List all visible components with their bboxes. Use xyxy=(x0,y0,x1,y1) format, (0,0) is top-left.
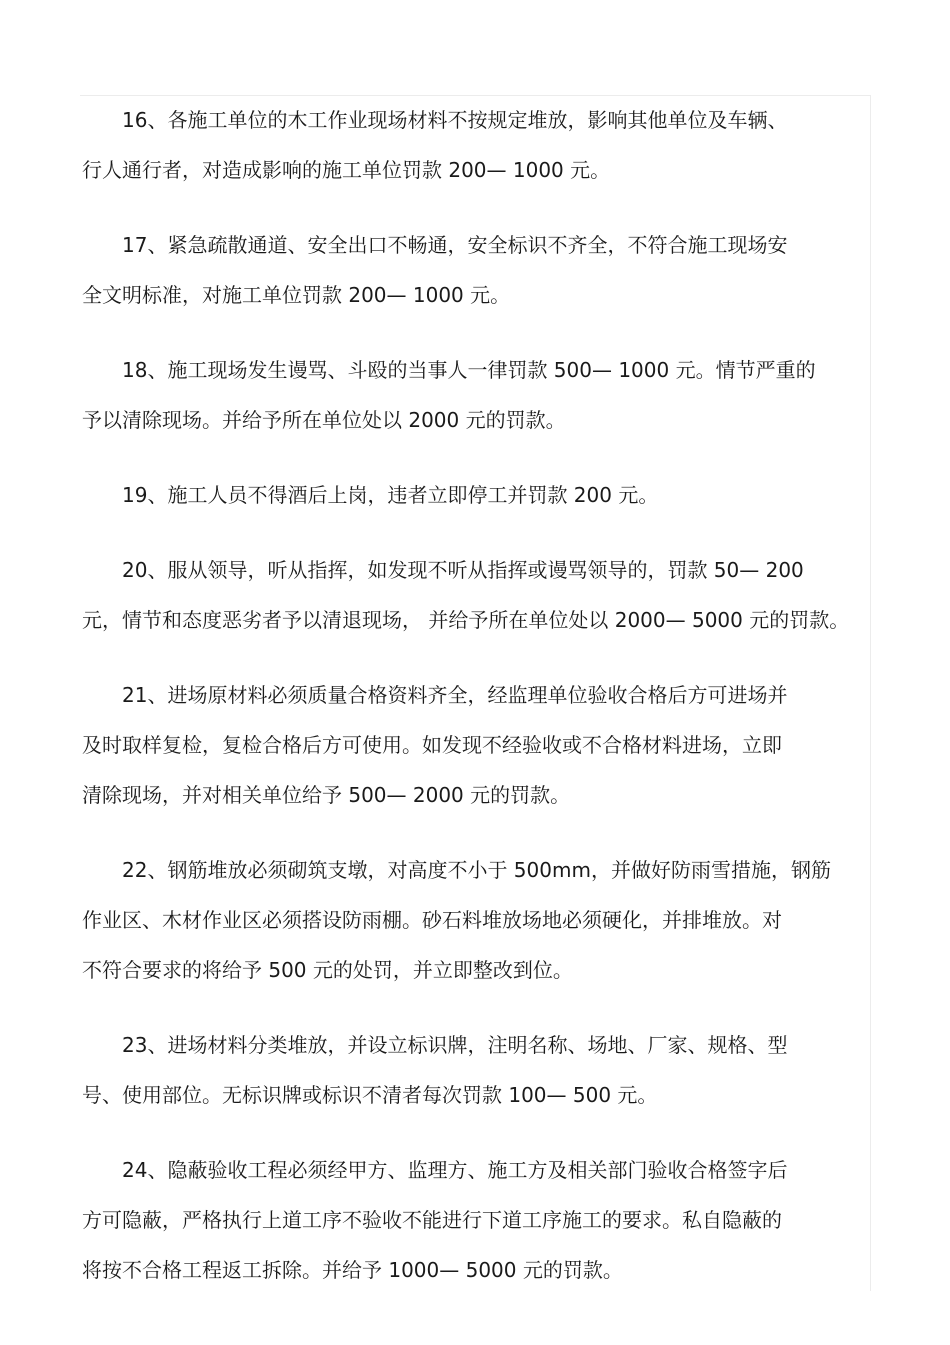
clause-line: 行人通行者，对造成影响的施工单位罚款 200— 1000 元。 xyxy=(82,158,611,182)
clause-line: 作业区、木材作业区必须搭设防雨棚。砂石料堆放场地必须硬化，并排堆放。对 xyxy=(82,908,782,932)
clause-22 xyxy=(82,845,872,995)
clause-line: 24、隐蔽验收工程必须经甲方、监理方、施工方及相关部门验收合格签字后 xyxy=(122,1158,788,1182)
clause-23 xyxy=(82,1020,872,1120)
clause-line: 19、施工人员不得酒后上岗，违者立即停工并罚款 200 元。 xyxy=(122,483,659,507)
clause-line: 方可隐蔽，严格执行上道工序不验收不能进行下道工序施工的要求。私自隐蔽的 xyxy=(82,1208,782,1232)
clause-line: 予以清除现场。并给予所在单位处以 2000 元的罚款。 xyxy=(82,408,566,432)
clause-24 xyxy=(82,1145,872,1295)
clause-line: 17、紧急疏散通道、安全出口不畅通，安全标识不齐全，不符合施工现场安 xyxy=(122,233,788,257)
clause-line: 21、进场原材料必须质量合格资料齐全，经监理单位验收合格后方可进场并 xyxy=(122,683,788,707)
clause-line: 16、各施工单位的木工作业现场材料不按规定堆放，影响其他单位及车辆、 xyxy=(122,108,788,132)
clause-line: 23、进场材料分类堆放，并设立标识牌，注明名称、场地、厂家、规格、型 xyxy=(122,1033,788,1057)
clause-18 xyxy=(82,345,872,445)
clause-line: 20、服从领导，听从指挥，如发现不听从指挥或谩骂领导的，罚款 50— 200 xyxy=(122,558,804,582)
clause-line: 号、使用部位。无标识牌或标识不清者每次罚款 100— 500 元。 xyxy=(82,1083,658,1107)
clause-21 xyxy=(82,670,872,820)
clause-line: 不符合要求的将给予 500 元的处罚，并立即整改到位。 xyxy=(82,958,573,982)
clause-line: 清除现场，并对相关单位给予 500— 2000 元的罚款。 xyxy=(82,783,571,807)
clause-line: 全文明标准，对施工单位罚款 200— 1000 元。 xyxy=(82,283,511,307)
clause-line: 18、施工现场发生谩骂、斗殴的当事人一律罚款 500— 1000 元。情节严重的 xyxy=(122,358,816,382)
clause-16 xyxy=(82,95,872,195)
clause-line: 22、钢筋堆放必须砌筑支墩，对高度不小于 500mm，并做好防雨雪措施，钢筋 xyxy=(122,858,831,882)
clause-line: 将按不合格工程返工拆除。并给予 1000— 5000 元的罚款。 xyxy=(82,1258,623,1282)
clause-line: 元，情节和态度恶劣者予以清退现场， 并给予所在单位处以 2000— 5000 元的罚款。 xyxy=(82,608,850,632)
clause-17 xyxy=(82,220,872,320)
clause-19 xyxy=(82,470,872,520)
clause-line: 及时取样复检，复检合格后方可使用。如发现不经验收或不合格材料进场，立即 xyxy=(82,733,782,757)
clause-20 xyxy=(82,545,872,645)
document-body xyxy=(82,95,872,1320)
